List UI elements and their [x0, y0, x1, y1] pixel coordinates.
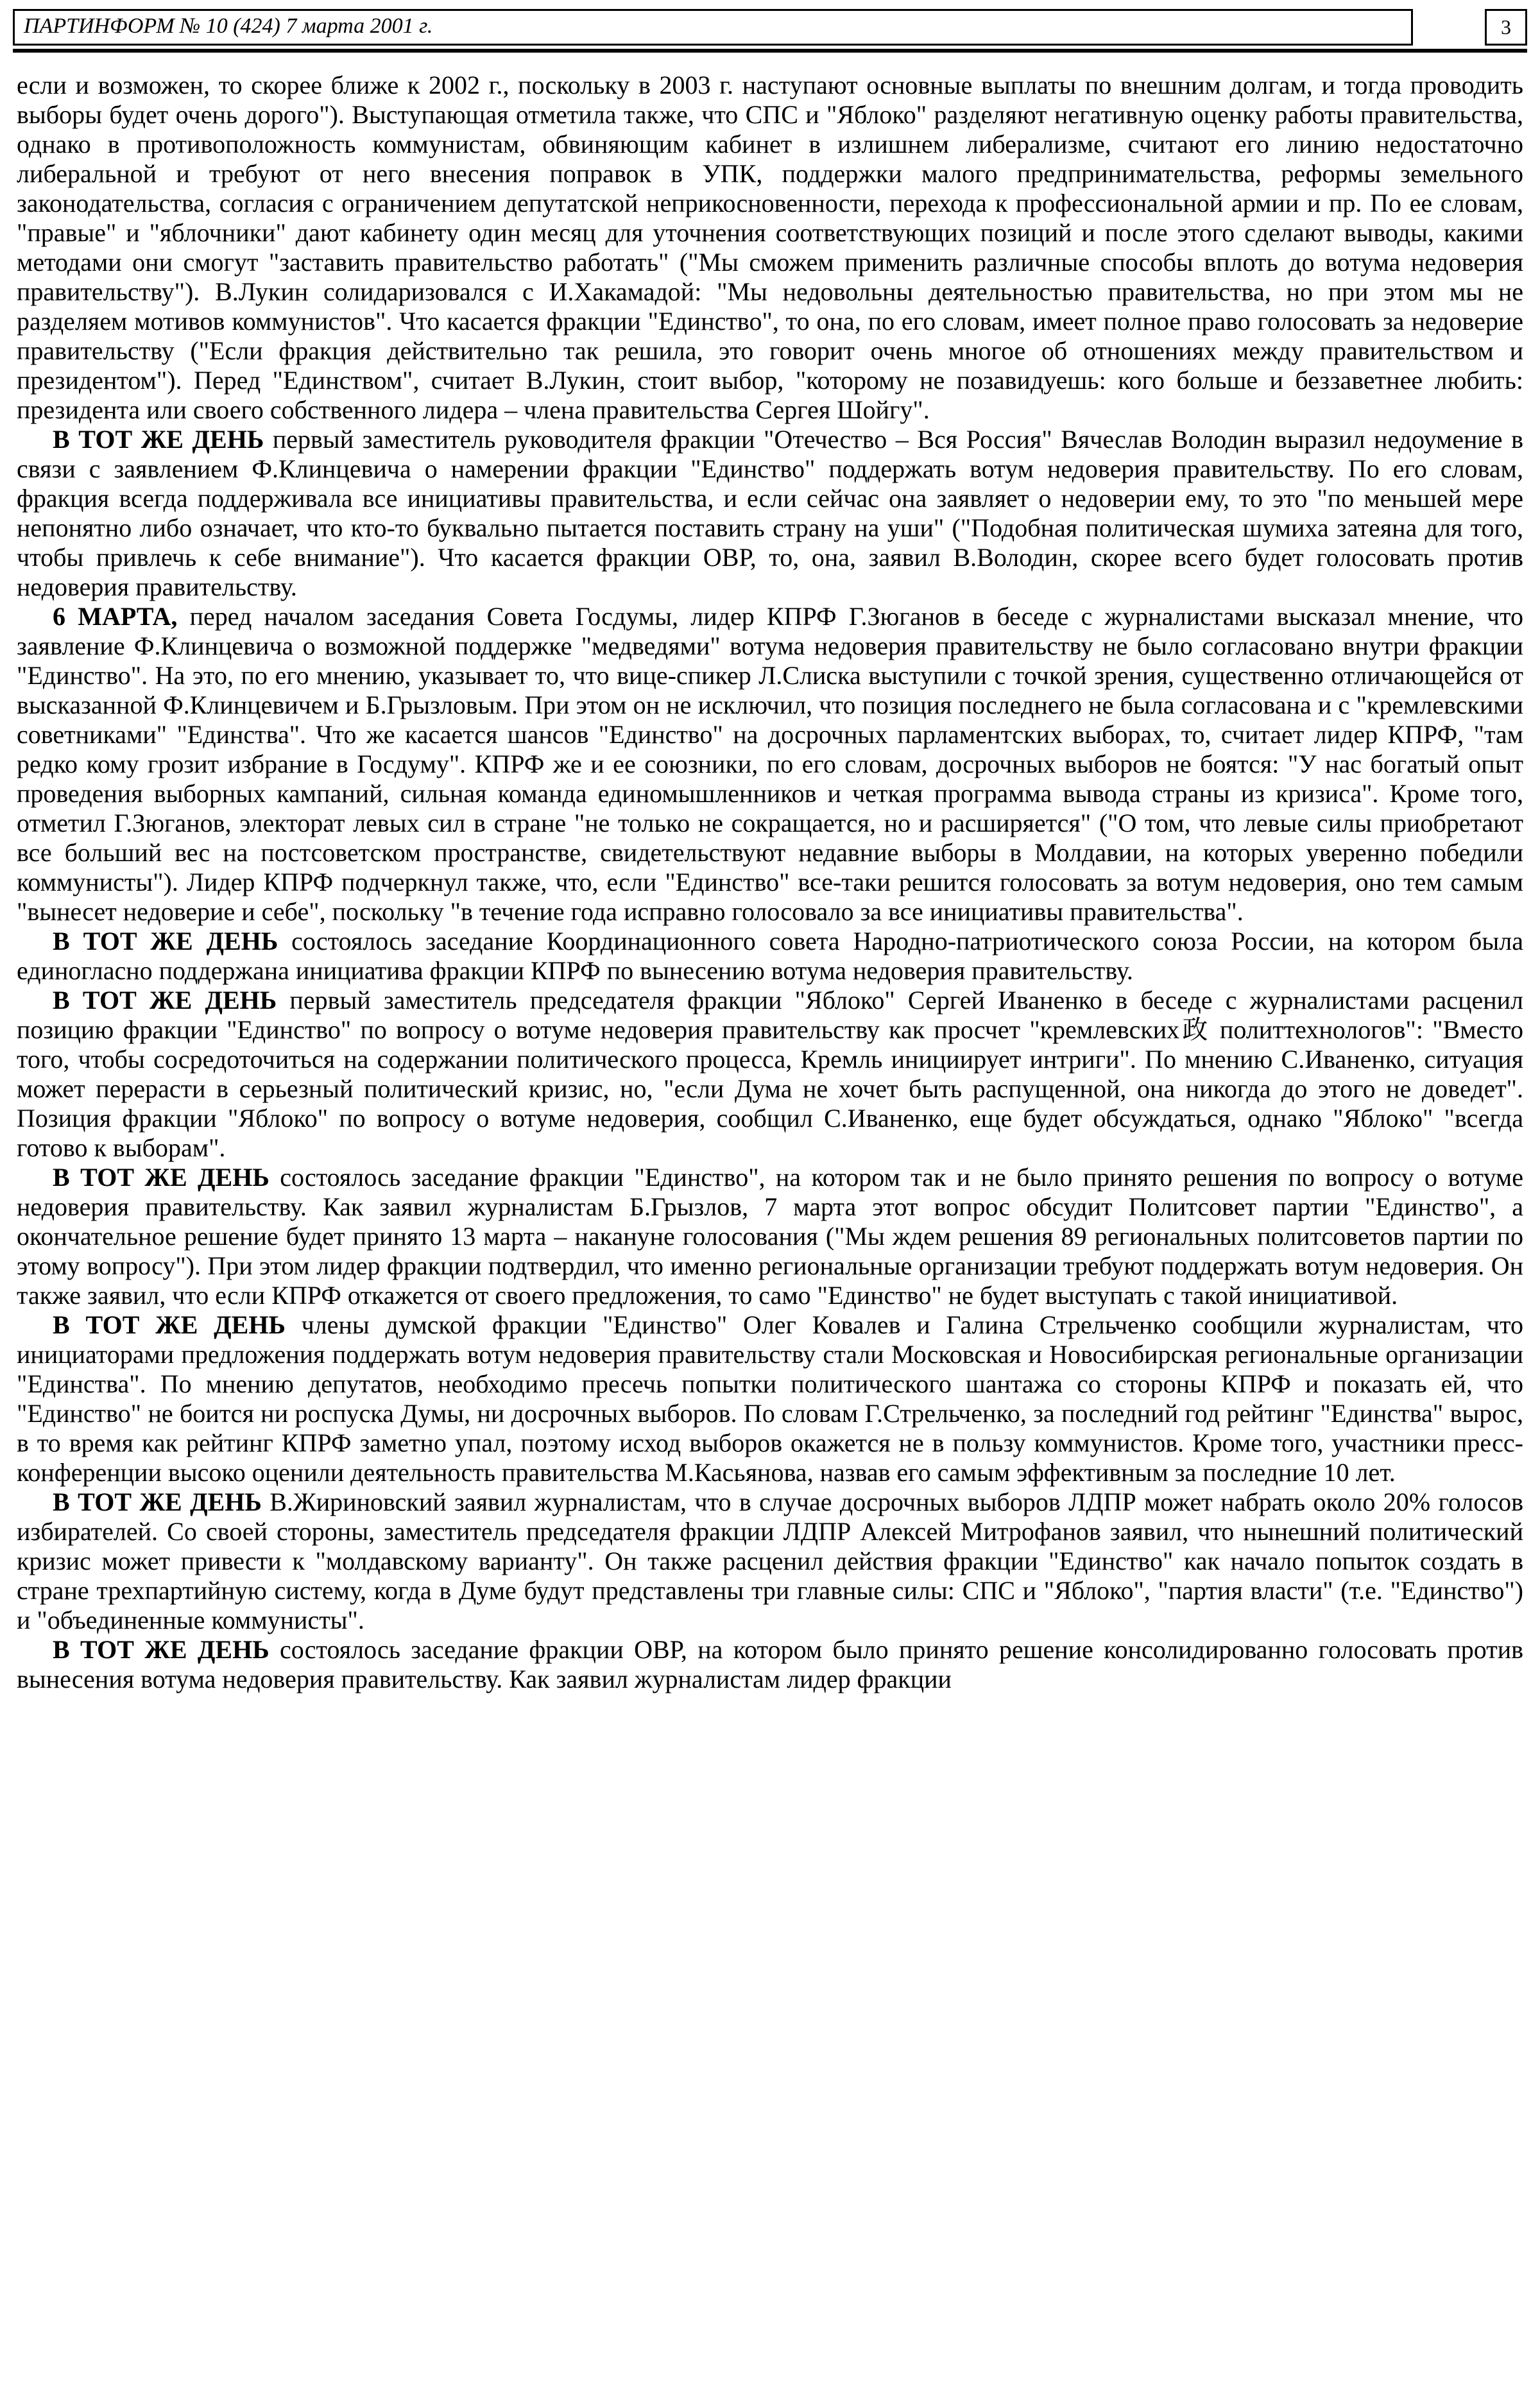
paragraph-lead: В ТОТ ЖЕ ДЕНЬ — [53, 1635, 270, 1664]
paragraph-text: состоялось заседание фракции ОВР, на котором было принято решение консолидированно голосовать против вынесения вотума недоверия правительству. Как заявил журналистам лидер фракции — [17, 1635, 1523, 1693]
paragraph — [17, 71, 1523, 425]
paragraph-text: состоялось заседание Координационного совета Народно-патриотического союза России, на котором была единогласно поддержана инициатива фракции КПРФ по вынесению вотума недоверия правительству. — [17, 927, 1523, 985]
paragraph — [17, 1163, 1523, 1310]
paragraph-lead: В ТОТ ЖЕ ДЕНЬ — [53, 425, 264, 454]
page-number-box — [1485, 9, 1527, 46]
paragraph — [17, 1310, 1523, 1487]
paragraph — [17, 425, 1523, 602]
paragraph — [17, 927, 1523, 986]
paragraph-lead: В ТОТ ЖЕ ДЕНЬ — [53, 1163, 270, 1192]
paragraph — [17, 602, 1523, 927]
article-body — [13, 53, 1527, 1694]
paragraph-text: если и возможен, то скорее ближе к 2002 г., поскольку в 2003 г. наступают основные выплаты по внешним долгам, и тогда проводить выборы будет очень дорого"). Выступающая отметила также, что СПС и "Яблоко" разделяют негативную оценку работы правительства, однако в противоположность коммунистам, обвиняющим кабинет в излишнем либерализме, считают его линию недостаточно либеральной и требуют от него внесения поправок в УПК, поддержки малого предпринимательства, реформы земельного законодательства, согласия с ограничением депутатской неприкосновенности, перехода к профессиональной армии и пр. По ее словам, "правые" и "яблочники" дают кабинету один месяц для уточнения соответствующих позиций и после этого сделают выводы, какими методами они смогут "заставить правительство работать" ("Мы сможем применить различные способы вплоть до вотума недоверия правительству"). В.Лукин солидаризовался с И.Хакамадой: "Мы недовольны деятельностью правительства, но при этом мы не разделяем мотивов коммунистов". Что касается фракции "Единство", то она, по его словам, имеет полное право голосовать за недоверие правительству ("Если фракция действительно так решила, это говорит очень многое об отношениях между правительством и президентом"). Перед "Единством", считает В.Лукин, стоит выбор, "которому не позавидуешь: кого больше и беззаветнее любить: президента или своего собственного лидера – члена правительства Сергея Шойгу". — [17, 71, 1523, 424]
paragraph-text: В.Жириновский заявил журналистам, что в случае досрочных выборов ЛДПР может набрать около 20% голосов избирателей. Со своей стороны, заместитель председателя фракции ЛДПР Алексей Митрофанов заявил, что нынешний политический кризис может привести к "молдавскому варианту". Он также расценил действия фракции "Единство" как начало попыток создать в стране трехпартийную систему, когда в Думе будут представлены три главные силы: СПС и "Яблоко", "партия власти" (т.е. "Единство") и "объединенные коммунисты". — [17, 1487, 1523, 1634]
paragraph-lead: 6 МАРТА, — [53, 602, 178, 631]
paragraph-text: перед началом заседания Совета Госдумы, лидер КПРФ Г.Зюганов в беседе с журналистами высказал мнение, что заявление Ф.Клинцевича о возможной поддержке "медведями" вотума недоверия правительству не было согласовано внутри фракции "Единство". На это, по его мнению, указывает то, что вице-спикер Л.Слиска выступили с точкой зрения, существенно отличающейся от высказанной Ф.Клинцевичем и Б.Грызловым. При этом он не исключил, что позиция последнего не была согласована и с "кремлевскими советниками" "Единства". Что же касается шансов "Единство" на досрочных парламентских выборах, то, считает лидер КПРФ, "там редко кому грозит избрание в Госдуму". КПРФ же и ее союзники, по его словам, досрочных выборов не боятся: "У нас богатый опыт проведения выборных кампаний, сильная команда единомышленников и четкая программа вывода страны из кризиса". Кроме того, отметил Г.Зюганов, электорат левых сил в стране "не только не сокращается, но и расширяется" ("О том, что левые силы приобретают все больший вес на постсоветском пространстве, свидетельствуют недавние выборы в Молдавии, на которых уверенно победили коммунисты"). Лидер КПРФ подчеркнул также, что, если "Единство" все-таки решится голосовать за вотум недоверия, оно тем самым "вынесет недоверие и себе", поскольку "в течение года исправно голосовало за все инициативы правительства". — [17, 602, 1523, 926]
paragraph — [17, 1487, 1523, 1635]
newsletter-title-box — [13, 9, 1413, 46]
paragraph-text: члены думской фракции "Единство" Олег Ковалев и Галина Стрельченко сообщили журналистам, что инициаторами предложения поддержать вотум недоверия правительству стали Московская и Новосибирская региональные организации "Единства". По мнению депутатов, необходимо пресечь попытки политического шантажа со стороны КПРФ и показать ей, что "Единство" не боится ни роспуска Думы, ни досрочных выборов. По словам Г.Стрельченко, за последний год рейтинг "Единства" вырос, в то время как рейтинг КПРФ заметно упал, поэтому исход выборов окажется не в пользу коммунистов. Кроме того, участники пресс-конференции высоко оценили деятельность правительства М.Касьянова, назвав его самым эффективным за последние 10 лет. — [17, 1310, 1523, 1487]
paragraph-lead: В ТОТ ЖЕ ДЕНЬ — [53, 986, 277, 1015]
paragraph-lead: В ТОТ ЖЕ ДЕНЬ — [53, 927, 278, 955]
paragraph-lead: В ТОТ ЖЕ ДЕНЬ — [53, 1310, 286, 1339]
paragraph-lead: В ТОТ ЖЕ ДЕНЬ — [53, 1487, 262, 1516]
paragraph — [17, 986, 1523, 1163]
page-number: 3 — [1501, 15, 1511, 39]
paragraph-text: первый заместитель руководителя фракции "Отечество – Вся Россия" Вячеслав Володин выразил недоумение в связи с заявлением Ф.Клинцевича о намерении фракции "Единство" поддержать вотум недоверия правительству. По его словам, фракция всегда поддерживала все инициативы правительства, и если сейчас она заявляет о недоверии ему, то это "по меньшей мере непонятно либо означает, что кто-то буквально пытается поставить страну на уши" ("Подобная политическая шумиха затеяна для того, чтобы привлечь к себе внимание"). Что касается фракции ОВР, то, она, заявил В.Володин, скорее всего будет голосовать против недоверия правительству. — [17, 425, 1523, 601]
paragraph — [17, 1635, 1523, 1694]
paragraph-text: первый заместитель председателя фракции "Яблоко" Сергей Иваненко в беседе с журналистами расценил позицию фракции "Единство" по вопросу о вотуме недоверия правительству как просчет "кремлевских政 политтехнологов": "Вместо того, чтобы сосредоточиться на содержании политического процесса, Кремль инициирует интриги". По мнению С.Иваненко, ситуация может перерасти в серьезный политический кризис, но, "если Дума не хочет быть распущенной, она никогда до этого не доведет". Позиция фракции "Яблоко" по вопросу о вотуме недоверия, сообщил С.Иваненко, еще будет обсуждаться, однако "Яблоко" "всегда готово к выборам". — [17, 986, 1523, 1162]
page-header — [13, 9, 1527, 46]
paragraph-text: состоялось заседание фракции "Единство", на котором так и не было принято решения по вопросу о вотуме недоверия правительству. Как заявил журналистам Б.Грызлов, 7 марта этот вопрос обсудит Политсовет партии "Единство", а окончательное решение будет принято 13 марта – накануне голосования ("Мы ждем решения 89 региональных политсоветов партии по этому вопросу"). При этом лидер фракции подтвердил, что именно региональные организации требуют поддержать вотум недоверия. Он также заявил, что если КПРФ откажется от своего предложения, то само "Единство" не будет выступать с такой инициативой. — [17, 1163, 1523, 1310]
newsletter-title: ПАРТИНФОРМ № 10 (424) 7 марта 2001 г. — [24, 14, 433, 38]
